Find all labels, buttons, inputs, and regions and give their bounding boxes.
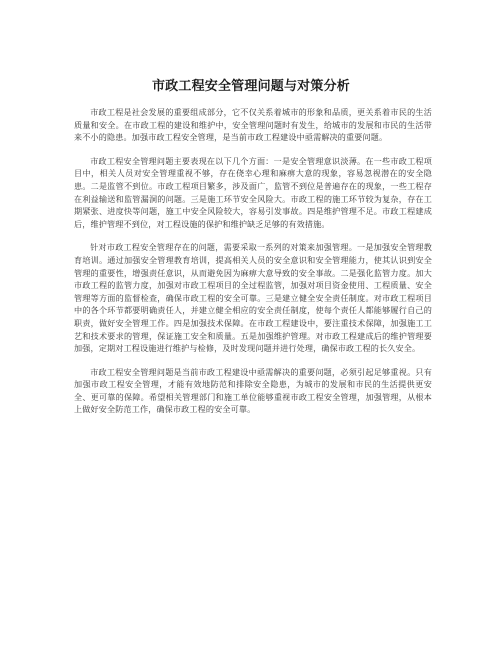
paragraph-conclusion: 市政工程安全管理问题是当前市政工程建设中亟需解决的重要问题，必须引起足够重视。只有加强市政工程安全管理，才能有效地防范和排除安全隐患，为城市的发展和市民的生活提供更安全、更可靠的保障。希望相关管理部门和施工单位能够重视市政工程安全管理，加强管理，从根本上做好安全防范工作，确保市政工程的安全可靠。: [74, 366, 432, 415]
document-title: 市政工程安全管理问题与对策分析: [151, 79, 350, 94]
paragraph-intro: 市政工程是社会发展的重要组成部分，它不仅关系着城市的形象和品质，更关系着市民的生活质量和安全。在市政工程的建设和维护中，安全管理问题时有发生，给城市的发展和市民的生活带来不小的隐患。加强市政工程安全管理，是当前市政工程建设中亟需解决的重要问题。: [74, 107, 432, 143]
document-body: [74, 106, 432, 427]
paragraph-problems: 市政工程安全管理问题主要表现在以下几个方面：一是安全管理意识淡薄。在一些市政工程项目中，相关人员对安全管理重视不够，存在侥幸心理和麻痹大意的现象，容易忽视潜在的安全隐患。二是监管不到位。市政工程项目繁多，涉及面广，监管不到位是普遍存在的现象，一些工程存在利益输送和监管漏洞的问题。三是施工环节安全风险大。市政工程的施工环节较为复杂，存在工期紧张、进度快等问题，施工中安全风险较大，容易引发事故。四是维护管理不足。市政工程建成后，维护管理不到位，对工程设施的保护和维护缺乏足够的有效措施。: [74, 155, 432, 229]
paragraph-countermeasures: 针对市政工程安全管理存在的问题，需要采取一系列的对策来加强管理。一是加强安全管理教育培训。通过加强安全管理教育培训，提高相关人员的安全意识和安全管理能力，使其认识到安全管理的重要性，增强责任意识，从而避免因为麻痹大意导致的安全事故。二是强化监管力度。加大市政工程的监管力度，加强对市政工程项目的全过程监管，加强对项目资金使用、工程质量、安全管理等方面的监督检查，确保市政工程的安全可靠。三是建立健全安全责任制度。对市政工程项目中的各个环节都要明确责任人，并建立健全相应的安全责任制度，使每个责任人都能够履行自己的职责，做好安全管理工作。四是加强技术保障。在市政工程建设中，要注重技术保障，加强施工工艺和技术要求的管理，保证施工安全和质量。五是加强维护管理。对市政工程建成后的维护管理要加强，定期对工程设施进行维护与检修，及时发现问题并进行处理，确保市政工程的长久安全。: [74, 242, 432, 354]
